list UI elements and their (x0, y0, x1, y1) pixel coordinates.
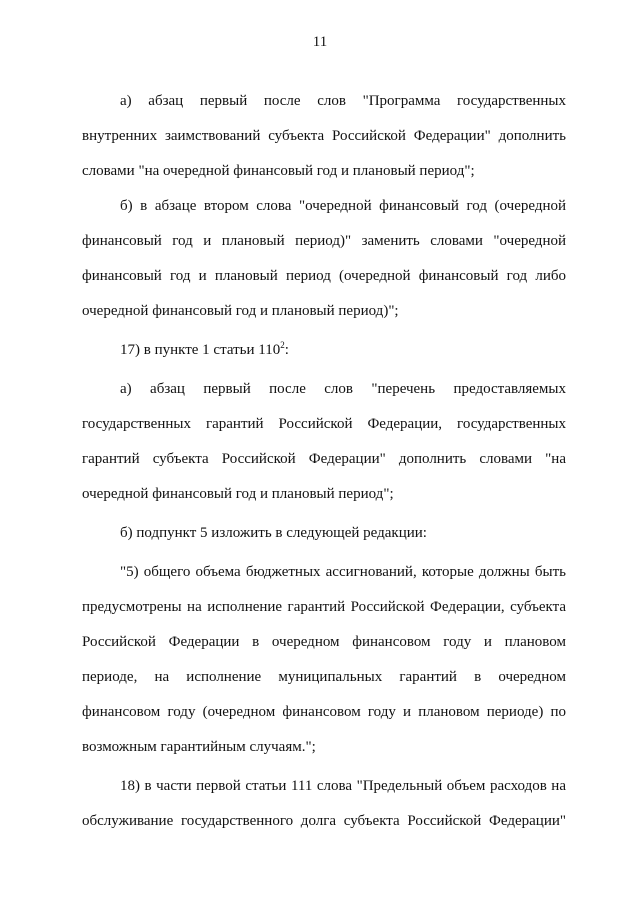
text-line-17 (82, 333, 566, 368)
text-line: б) подпункт 5 изложить в следующей редакции: (120, 525, 427, 541)
text-line: Российской Федерации в очередном финансовом году и плановом (82, 634, 566, 650)
page-number: 11 (312, 34, 328, 50)
text-line: финансовый год и плановый период)" заменить словами "очередной (82, 233, 566, 249)
text-line: словами "на очередной финансовый год и плановый период"; (82, 163, 475, 179)
text-line: финансовом году (очередном финансовом году и плановом периоде) по (82, 704, 566, 720)
text-line: очередной финансовый год и плановый период"; (82, 486, 394, 502)
text-line: финансовый год и плановый период (очередной финансовый год либо (82, 268, 566, 284)
text-line: очередной финансовый год и плановый период)"; (82, 303, 399, 319)
text-line: "5) общего объема бюджетных ассигнований, которые должны быть (120, 564, 566, 580)
text-line: внутренних заимствований субъекта Российской Федерации" дополнить (82, 128, 566, 144)
superscript: 2 (280, 340, 285, 350)
document-body (82, 84, 566, 839)
text-line: 18) в части первой статьи 111 слова "Предельный объем расходов на (120, 778, 566, 794)
text-line: гарантий субъекта Российской Федерации" дополнить словами "на (82, 451, 566, 467)
text-line: периоде, на исполнение муниципальных гарантий в очередном (82, 669, 566, 685)
text-line: предусмотрены на исполнение гарантий Российской Федерации, субъекта (82, 599, 566, 615)
text-line-17-suffix: : (284, 342, 289, 358)
text-line: обслуживание государственного долга субъекта Российской Федерации" (82, 813, 566, 829)
text-line-17-main: 17) в пункте 1 статьи 110 (120, 342, 281, 358)
text-line: возможным гарантийным случаям."; (82, 739, 316, 755)
text-line: а) абзац первый после слов "перечень предоставляемых (120, 381, 566, 397)
text-line: б) в абзаце втором слова "очередной финансовый год (очередной (120, 198, 566, 214)
text-line: а) абзац первый после слов "Программа государственных (120, 93, 566, 109)
text-line: государственных гарантий Российской Федерации, государственных (82, 416, 566, 432)
